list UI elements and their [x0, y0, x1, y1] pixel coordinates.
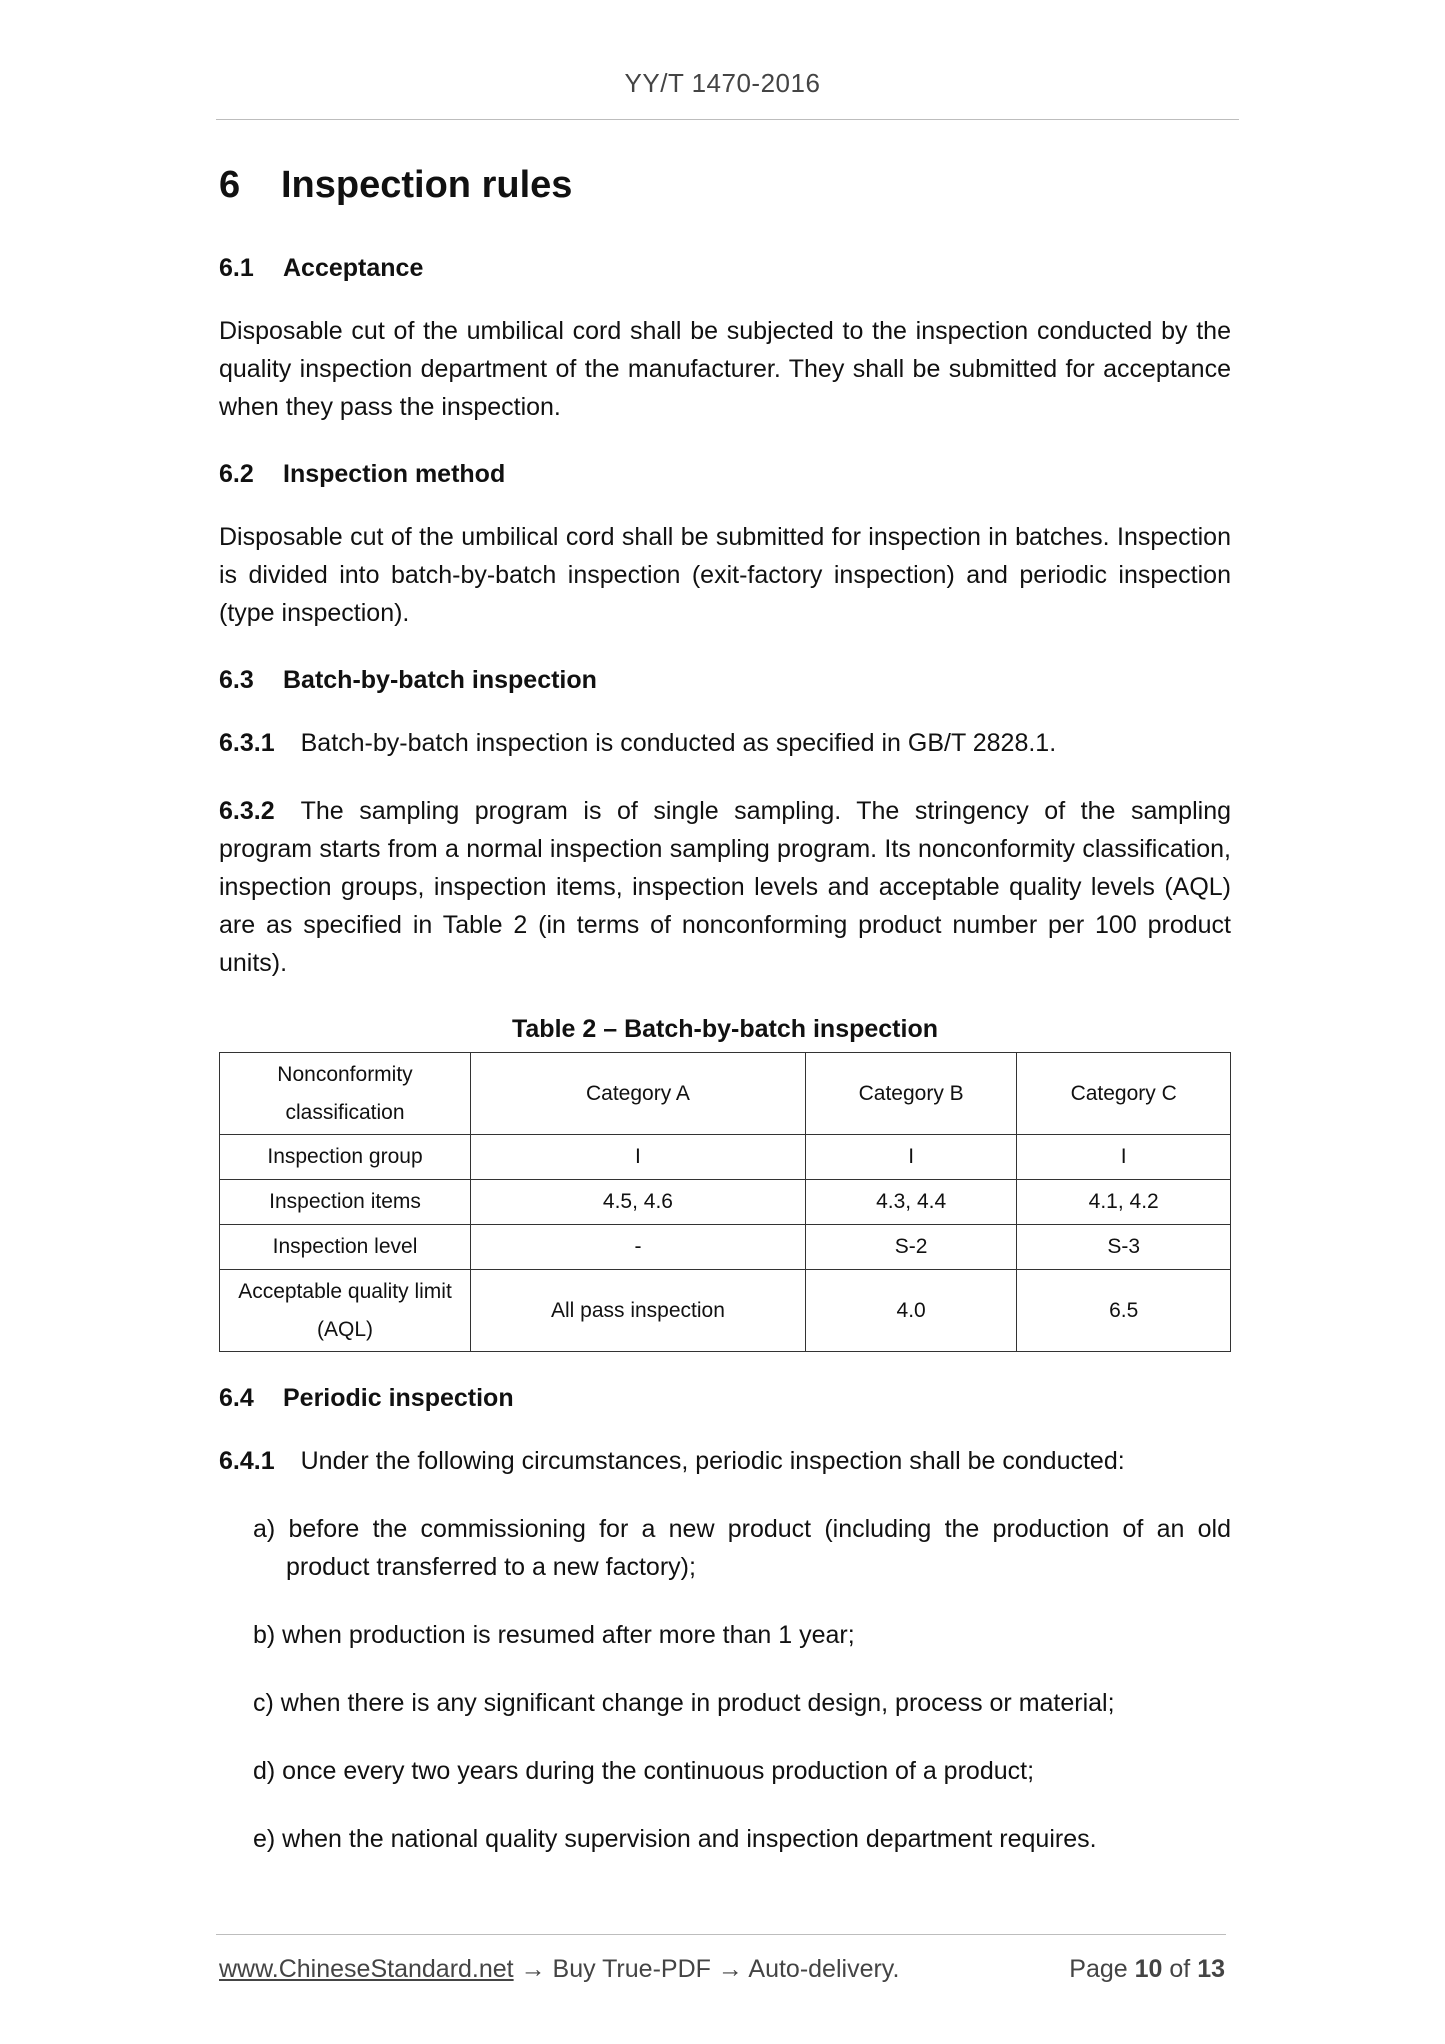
table-cell: 4.3, 4.4 — [805, 1180, 1017, 1225]
subsection-title: Batch-by-batch inspection — [283, 666, 597, 694]
table-cell: Inspection items — [220, 1180, 471, 1225]
table-row — [220, 1270, 1231, 1352]
table-cell: Inspection level — [220, 1225, 471, 1270]
subsection-title: Acceptance — [283, 254, 424, 282]
subsection-heading-6-1 — [219, 250, 1231, 286]
subsection-heading-6-4 — [219, 1380, 1231, 1416]
table-cell: 4.1, 4.2 — [1017, 1180, 1231, 1225]
table-row — [220, 1135, 1231, 1180]
list-item: a) before the commissioning for a new product (including the production of an old product transferred to a new factory); — [253, 1515, 1231, 1581]
section-heading — [219, 162, 1231, 208]
list-item: e) when the national quality supervision and inspection department requires. — [253, 1825, 1097, 1853]
table-cell: Category B — [805, 1053, 1017, 1135]
page-content — [219, 162, 1231, 1888]
clause-text: Batch-by-batch inspection is conducted as specified in GB/T 2828.1. — [300, 729, 1057, 757]
section-title: Inspection rules — [281, 164, 573, 206]
table-cell: I — [471, 1135, 806, 1180]
table-cell: 6.5 — [1017, 1270, 1231, 1352]
clause-text: Under the following circumstances, periodic inspection shall be conducted: — [300, 1447, 1125, 1475]
list-item: d) once every two years during the continuous production of a product; — [253, 1757, 1035, 1785]
subsection-title: Inspection method — [283, 460, 506, 488]
clause-text: The sampling program is of single sampling. The stringency of the sampling program starts from a normal inspection sampling program. Its nonconformity classification, inspection groups, inspection items, inspection levels and acceptable quality levels (AQL) are as specified in Table 2 (in terms of nonconforming product number per 100 product units). — [219, 797, 1231, 977]
table-cell: - — [471, 1225, 806, 1270]
table-cell: Acceptable quality limit (AQL) — [220, 1270, 471, 1352]
footer-promo-text: → Buy True-PDF → Auto-delivery. — [513, 1955, 900, 1983]
table-cell: Nonconformity classification — [220, 1053, 471, 1135]
table-cell: 4.0 — [805, 1270, 1017, 1352]
table-cell: Category A — [471, 1053, 806, 1135]
document-id-header: YY/T 1470-2016 — [624, 68, 821, 98]
header-divider — [216, 119, 1239, 120]
subsection-number: 6.2 — [219, 460, 254, 488]
list-item: b) when production is resumed after more than 1 year; — [253, 1621, 855, 1649]
subsection-number: 6.3 — [219, 666, 254, 694]
clause-number: 6.4.1 — [219, 1447, 275, 1475]
table-cell: Category C — [1017, 1053, 1231, 1135]
paragraph-6-4-1 — [219, 1442, 1231, 1480]
page-of: of — [1169, 1955, 1191, 1983]
footer-divider — [216, 1934, 1226, 1935]
clause-number: 6.3.1 — [219, 729, 275, 757]
page-total: 13 — [1197, 1955, 1225, 1983]
table-cell: 4.5, 4.6 — [471, 1180, 806, 1225]
table-row — [220, 1180, 1231, 1225]
page-current: 10 — [1134, 1955, 1163, 1983]
table-row — [220, 1053, 1231, 1135]
subsection-title: Periodic inspection — [283, 1384, 514, 1412]
subsection-heading-6-2 — [219, 456, 1231, 492]
page-indicator — [1069, 1955, 1225, 1984]
website-link[interactable]: www.ChineseStandard.net — [219, 1955, 514, 1983]
batch-inspection-table — [219, 1052, 1231, 1352]
table-cell: All pass inspection — [471, 1270, 806, 1352]
table-cell: Inspection group — [220, 1135, 471, 1180]
page-footer — [219, 1955, 1225, 1984]
page-label: Page — [1069, 1955, 1128, 1983]
subsection-number: 6.4 — [219, 1384, 254, 1412]
table-cell: S-2 — [805, 1225, 1017, 1270]
circumstances-list — [219, 1510, 1231, 1858]
table-cell: I — [1017, 1135, 1231, 1180]
table-cell: I — [805, 1135, 1017, 1180]
table-cell: S-3 — [1017, 1225, 1231, 1270]
list-item: c) when there is any significant change in product design, process or material; — [253, 1689, 1115, 1717]
subsection-number: 6.1 — [219, 254, 254, 282]
section-number: 6 — [219, 164, 241, 206]
paragraph-inspection-method: Disposable cut of the umbilical cord shall be submitted for inspection in batches. Inspection is divided into batch-by-batch inspection (exit-factory inspection) and periodic inspection (type inspection). — [219, 523, 1231, 627]
paragraph-6-3-2 — [219, 792, 1231, 982]
subsection-heading-6-3 — [219, 662, 1231, 698]
paragraph-acceptance: Disposable cut of the umbilical cord shall be subjected to the inspection conducted by the quality inspection department of the manufacturer. They shall be submitted for acceptance when they pass the inspection. — [219, 317, 1231, 421]
clause-number: 6.3.2 — [219, 797, 275, 825]
table-title: Table 2 – Batch-by-batch inspection — [511, 1015, 938, 1043]
paragraph-6-3-1 — [219, 724, 1231, 762]
table-row — [220, 1225, 1231, 1270]
